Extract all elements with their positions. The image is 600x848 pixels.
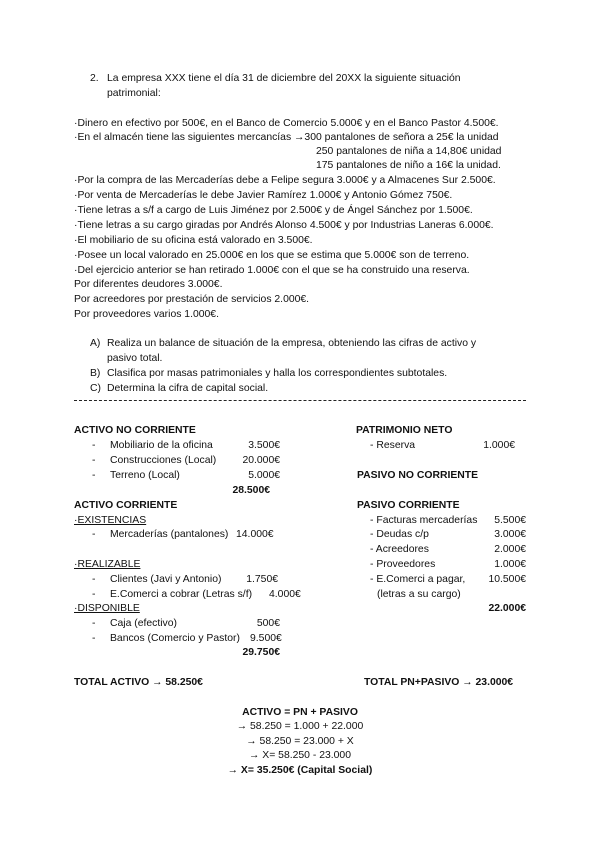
task-text: pasivo total. — [107, 353, 163, 364]
pc-item-label: - E.Comerci a pagar, — [370, 574, 466, 585]
task-letter: B) — [90, 368, 101, 379]
problem-intro-line-2: patrimonial: — [107, 88, 161, 99]
disponible-value: 500€ — [256, 618, 280, 629]
realizable-label: E.Comerci a cobrar (Letras s/f) — [110, 589, 253, 600]
problem-line: ·Por la compra de las Mercaderías debe a Felipe segura 3.000€ y a Almacenes Sur 2.500€. — [74, 175, 496, 186]
pn-item-value: 1.000€ — [483, 440, 515, 451]
anc-item-value: 20.000€ — [242, 455, 280, 466]
ac-title: ACTIVO CORRIENTE — [74, 500, 178, 511]
problem-line: ·Dinero en efectivo por 500€, en el Banco de Comercio 5.000€ y en el Banco Pastor 4.500€. — [74, 118, 499, 129]
problem-line: ·Por venta de Mercaderías le debe Javier Ramírez 1.000€ y Antonio Gómez 750€. — [74, 190, 453, 201]
existencias-label: Mercaderías (pantalones) — [110, 529, 229, 540]
problem-line: ·Posee un local valorado en 25.000€ en los que se estima que 5.000€ son de terreno. — [74, 250, 470, 261]
pc-title: PASIVO CORRIENTE — [357, 500, 460, 511]
disponible-title: ·DISPONIBLE — [74, 603, 140, 614]
problem-line: Por proveedores varios 1.000€. — [74, 309, 219, 320]
equation-step: → X= 58.250 - 23.000 — [249, 750, 351, 761]
anc-item-value: 3.500€ — [248, 440, 280, 451]
problem-line: 250 pantalones de niña a 14,80€ unidad — [316, 146, 502, 157]
realizable-label: Clientes (Javi y Antonio) — [110, 574, 222, 585]
pc-item-value: 5.500€ — [494, 515, 526, 526]
anc-item-label: Terreno (Local) — [110, 470, 180, 481]
ac-subtotal: 29.750€ — [242, 647, 280, 658]
anc-subtotal: 28.500€ — [232, 485, 270, 496]
list-dash: - — [92, 470, 96, 481]
realizable-title: ·REALIZABLE — [74, 559, 141, 570]
anc-item-label: Mobiliario de la oficina — [110, 440, 213, 451]
problem-line: ·En el almacén tiene las siguientes mercancías →300 pantalones de señora a 25€ la unidad — [74, 132, 499, 143]
pc-item-label: - Deudas c/p — [370, 529, 429, 540]
list-dash: - — [92, 440, 96, 451]
pc-item-value: 10.500€ — [488, 574, 526, 585]
pc-subtotal: 22.000€ — [488, 603, 526, 614]
problem-line: ·Tiene letras a s/f a cargo de Luis Jiménez por 2.500€ y de Ángel Sánchez por 1.500€. — [74, 205, 473, 216]
pn-item-label: - Reserva — [370, 440, 416, 451]
equation-title: ACTIVO = PN + PASIVO — [242, 707, 358, 718]
anc-title: ACTIVO NO CORRIENTE — [74, 425, 196, 436]
problem-intro-line-1: La empresa XXX tiene el día 31 de diciembre del 20XX la siguiente situación — [107, 73, 461, 84]
pc-item-value: 1.000€ — [494, 559, 526, 570]
list-dash: - — [92, 633, 96, 644]
existencias-title: ·EXISTENCIAS — [74, 515, 147, 526]
equation-result: → X= 35.250€ (Capital Social) — [227, 765, 373, 776]
pc-item-note: (letras a su cargo) — [377, 589, 461, 600]
problem-line: ·Tiene letras a su cargo giradas por Andrés Alonso 4.500€ y por Industrias Laneras 6.000€. — [74, 220, 494, 231]
total-activo: TOTAL ACTIVO → 58.250€ — [74, 677, 203, 688]
problem-line: 175 pantalones de niño a 16€ la unidad. — [316, 160, 501, 171]
task-letter: A) — [90, 338, 101, 349]
pc-item-label: - Facturas mercaderías — [370, 515, 478, 526]
anc-item-label: Construcciones (Local) — [110, 455, 217, 466]
list-dash: - — [92, 529, 96, 540]
disponible-label: Bancos (Comercio y Pastor) — [110, 633, 240, 644]
problem-line: ·Del ejercicio anterior se han retirado 1.000€ con el que se ha construido una reserva. — [74, 265, 470, 276]
pc-item-value: 2.000€ — [494, 544, 526, 555]
pc-item-value: 3.000€ — [494, 529, 526, 540]
task-text: Realiza un balance de situación de la empresa, obteniendo las cifras de activo y — [107, 338, 477, 349]
task-letter: C) — [90, 383, 101, 394]
list-dash: - — [92, 589, 96, 600]
realizable-value: 4.000€ — [269, 589, 301, 600]
existencias-value: 14.000€ — [236, 529, 274, 540]
equation-step: → 58.250 = 23.000 + X — [246, 736, 354, 747]
disponible-value: 9.500€ — [250, 633, 282, 644]
problem-line: Por diferentes deudores 3.000€. — [74, 279, 223, 290]
list-dash: - — [92, 618, 96, 629]
equation-step: → 58.250 = 1.000 + 22.000 — [236, 721, 364, 732]
dashed-separator — [74, 400, 526, 401]
pc-item-label: - Acreedores — [370, 544, 429, 555]
task-text: Clasifica por masas patrimoniales y halla los correspondientes subtotales. — [107, 368, 448, 379]
problem-number: 2. — [90, 73, 99, 84]
pn-title: PATRIMONIO NETO — [356, 425, 453, 436]
task-text: Determina la cifra de capital social. — [107, 383, 269, 394]
total-pn-pasivo: TOTAL PN+PASIVO → 23.000€ — [364, 677, 514, 688]
pc-item-label: - Proveedores — [370, 559, 436, 570]
list-dash: - — [92, 455, 96, 466]
pnc-title: PASIVO NO CORRIENTE — [357, 470, 479, 481]
anc-item-value: 5.000€ — [248, 470, 280, 481]
realizable-value: 1.750€ — [246, 574, 278, 585]
list-dash: - — [92, 574, 96, 585]
problem-line: ·El mobiliario de su oficina está valorado en 3.500€. — [74, 235, 313, 246]
disponible-label: Caja (efectivo) — [110, 618, 177, 629]
problem-line: Por acreedores por prestación de servicios 2.000€. — [74, 294, 310, 305]
